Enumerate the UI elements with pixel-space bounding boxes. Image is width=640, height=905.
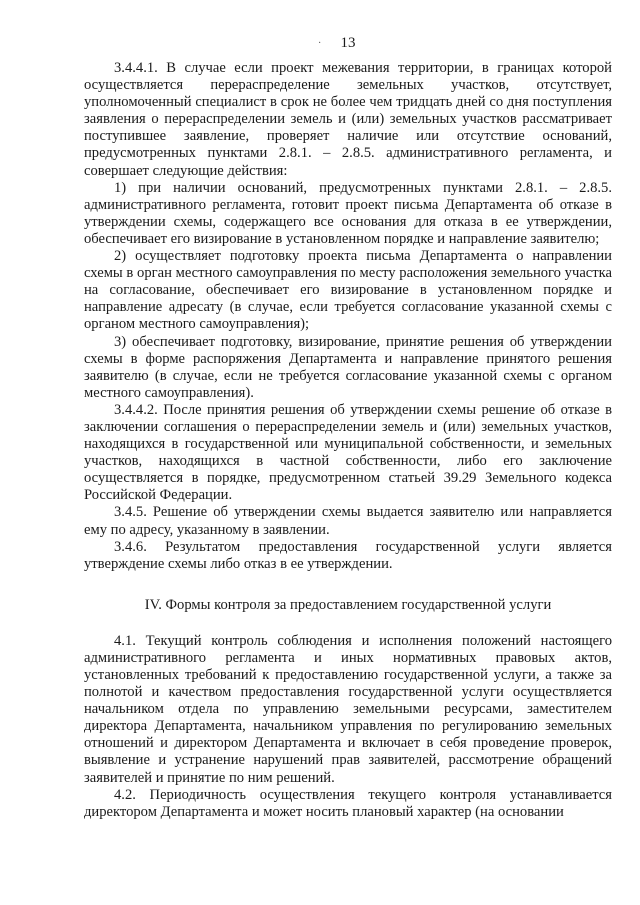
paragraph-3-4-4-1: 3.4.4.1. В случае если проект межевания территории, в границах которой осуществляется перераспределение земельных участков, отсутствует, уполномоченный специалист в срок не более чем тридцать дней со дня поступления заявления о перераспределении земель и (или) земельных участков рассматривает поступившее заявление, проверяет наличие или отсутствие оснований, предусмотренных пунктами 2.8.1. – 2.8.5. административного регламента, и совершает следующие действия: bbox=[84, 60, 612, 179]
paragraph-4-1: 4.1. Текущий контроль соблюдения и исполнения положений настоящего административного регламента и иных нормативных правовых актов, установленных требований к предоставлению государственной услуги, а также за полнотой и качеством предоставления государственной услуги осуществляется начальником отдела по управлению земельными ресурсами, заместителем директора Департамента, начальником управления по регулированию земельных отношений и директором Департамента и включает в себя проведение проверок, выявление и устранение нарушений прав заявителей, рассмотрение обращений заявителей и принятие по ним решений. bbox=[84, 632, 612, 786]
paragraph-item-3: 3) обеспечивает подготовку, визирование, принятие решения об утверждении схемы в форме распоряжения Департамента и направление принятого решения заявителю (в случае, если не требуется согласование указанной схемы с органом местного самоуправления). bbox=[84, 333, 612, 401]
paragraph-3-4-5: 3.4.5. Решение об утверждении схемы выдается заявителю или направляется ему по адресу, указанному в заявлении. bbox=[84, 504, 612, 538]
paragraph-item-2: 2) осуществляет подготовку проекта письма Департамента о направлении схемы в орган местного самоуправления по месту расположения земельного участка на согласование, обеспечивает его визирование в установленном порядке и направление адресату (в случае, если требуется согласование указанной схемы с органом местного самоуправления); bbox=[84, 248, 612, 333]
scan-mark: · bbox=[318, 38, 322, 49]
page-number: 13 bbox=[340, 35, 356, 51]
paragraph-3-4-4-2: 3.4.4.2. После принятия решения об утверждении схемы решение об отказе в заключении соглашения о перераспределении земель и (или) земельных участков, находящихся в государственной или муниципальной собственности, и земельных участков, находящихся в частной собственности, либо его заключение осуществляется в порядке, предусмотренном статьей 39.29 Земельного кодекса Российской Федерации. bbox=[84, 401, 612, 504]
paragraph-3-4-6: 3.4.6. Результатом предоставления государственной услуги является утверждение схемы либо отказ в ее утверждении. bbox=[84, 538, 612, 572]
section-heading: IV. Формы контроля за предоставлением государственной услуги bbox=[144, 596, 552, 613]
paragraph-4-2: 4.2. Периодичность осуществления текущего контроля устанавливается директором Департамента и может носить плановый характер (на основании bbox=[84, 786, 612, 820]
paragraph-item-1: 1) при наличии оснований, предусмотренных пунктами 2.8.1. – 2.8.5. административного регламента, готовит проект письма Департамента об отказе в утверждении схемы, содержащего все основания для отказа в ее утверждении, обеспечивает его визирование в установленном порядке и направление заявителю; bbox=[84, 179, 612, 247]
